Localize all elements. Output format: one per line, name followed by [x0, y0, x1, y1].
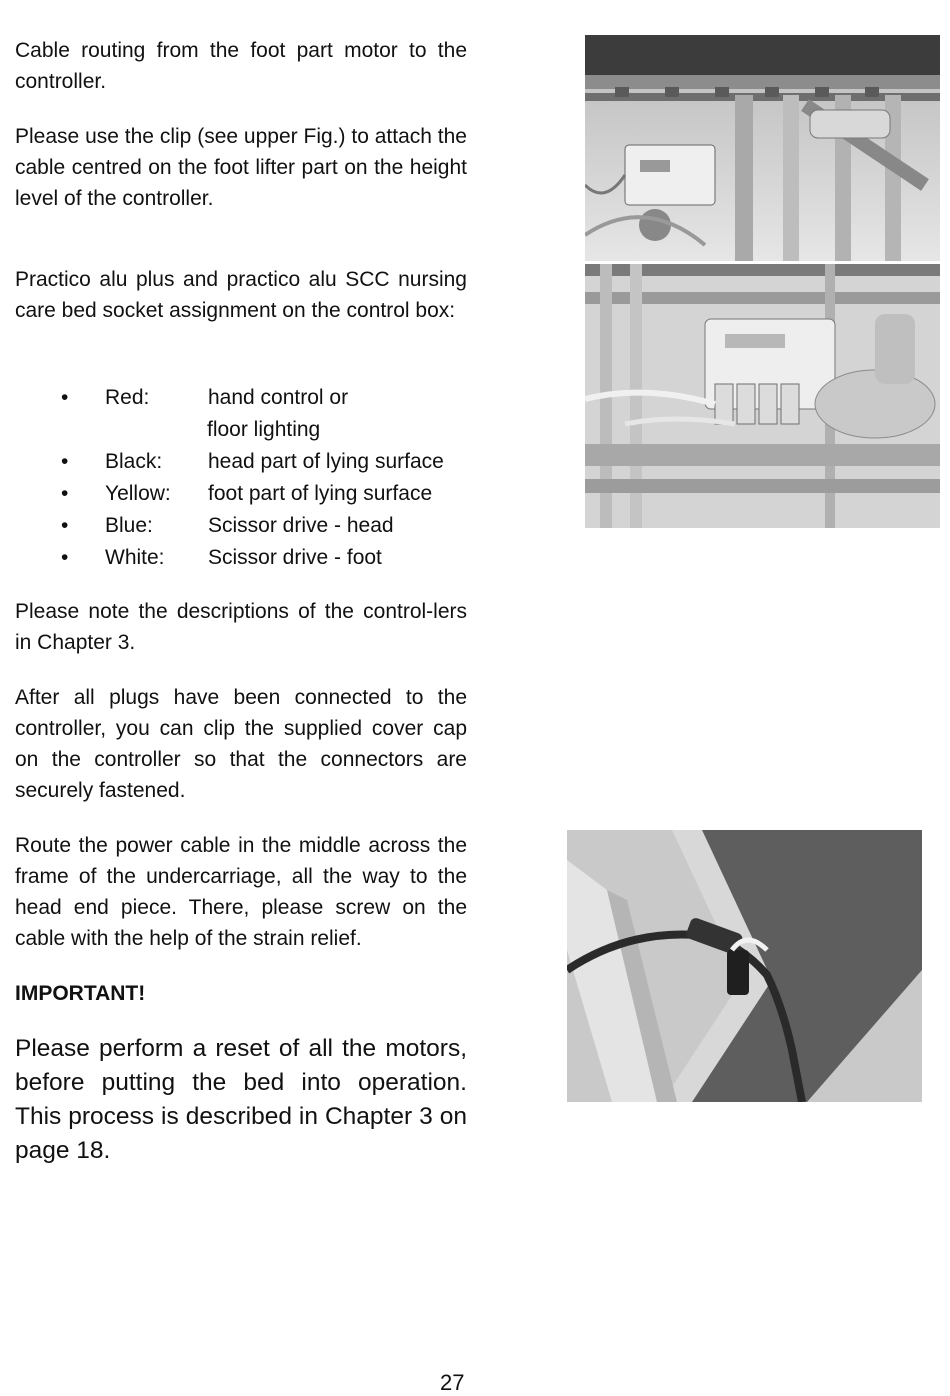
paragraph-reset: Please perform a reset of all the motors, before putting the bed into operation. This process is described in Chapter 3 on page 18. [15, 1035, 467, 1164]
photo-foot-motor-controller [585, 35, 940, 261]
bullet: • [61, 514, 69, 537]
paragraph-socket-intro: Practico alu plus and practico alu SCC nursing care bed socket assignment on the control box: [15, 268, 467, 322]
photo-foot-motor-controller-image [585, 35, 940, 261]
photo-power-cable-strain-relief-image [567, 830, 922, 1102]
socket-item-black [15, 446, 485, 478]
socket-color: Yellow: [105, 482, 171, 505]
paragraph-plugs: After all plugs have been connected to the controller, you can clip the supplied cover cap on the controller so that the connectors are securely fastened. [15, 686, 467, 802]
socket-description: head part of lying surface [208, 450, 444, 473]
socket-list [15, 382, 485, 574]
page-number: 27 [440, 1370, 465, 1395]
paragraph-clip: Please use the clip (see upper Fig.) to attach the cable centred on the foot lifter part on the height level of the controller. [15, 125, 467, 210]
important-label: IMPORTANT! [15, 982, 146, 1005]
socket-description: Scissor drive - head [208, 514, 394, 537]
socket-color: White: [105, 546, 165, 569]
socket-description: foot part of lying surface [208, 482, 433, 505]
socket-color: Blue: [105, 514, 153, 537]
socket-description-continued: floor lighting [207, 418, 321, 441]
socket-color: Black: [105, 450, 163, 473]
socket-description: Scissor drive - foot [208, 546, 382, 569]
bullet: • [61, 482, 69, 505]
socket-item-yellow [15, 478, 485, 510]
bullet: • [61, 450, 69, 473]
photo-control-box-sockets [585, 264, 940, 528]
paragraph-cable-routing: Cable routing from the foot part motor to the controller. [15, 39, 467, 93]
bullet: • [61, 386, 69, 409]
photo-control-box-sockets-image [585, 264, 940, 528]
socket-item-red [15, 382, 485, 414]
paragraph-power-cable: Route the power cable in the middle across the frame of the undercarriage, all the way to the head end piece. There, please screw on the cable with the help of the strain relief. [15, 834, 467, 950]
socket-item-red-continued [15, 414, 485, 446]
bullet: • [61, 546, 69, 569]
socket-item-white [15, 542, 485, 574]
socket-color: Red: [105, 386, 150, 409]
socket-description: hand control or [208, 386, 349, 409]
paragraph-note: Please note the descriptions of the control-lers in Chapter 3. [15, 600, 467, 654]
photo-power-cable-strain-relief [567, 830, 922, 1102]
socket-item-blue [15, 510, 485, 542]
